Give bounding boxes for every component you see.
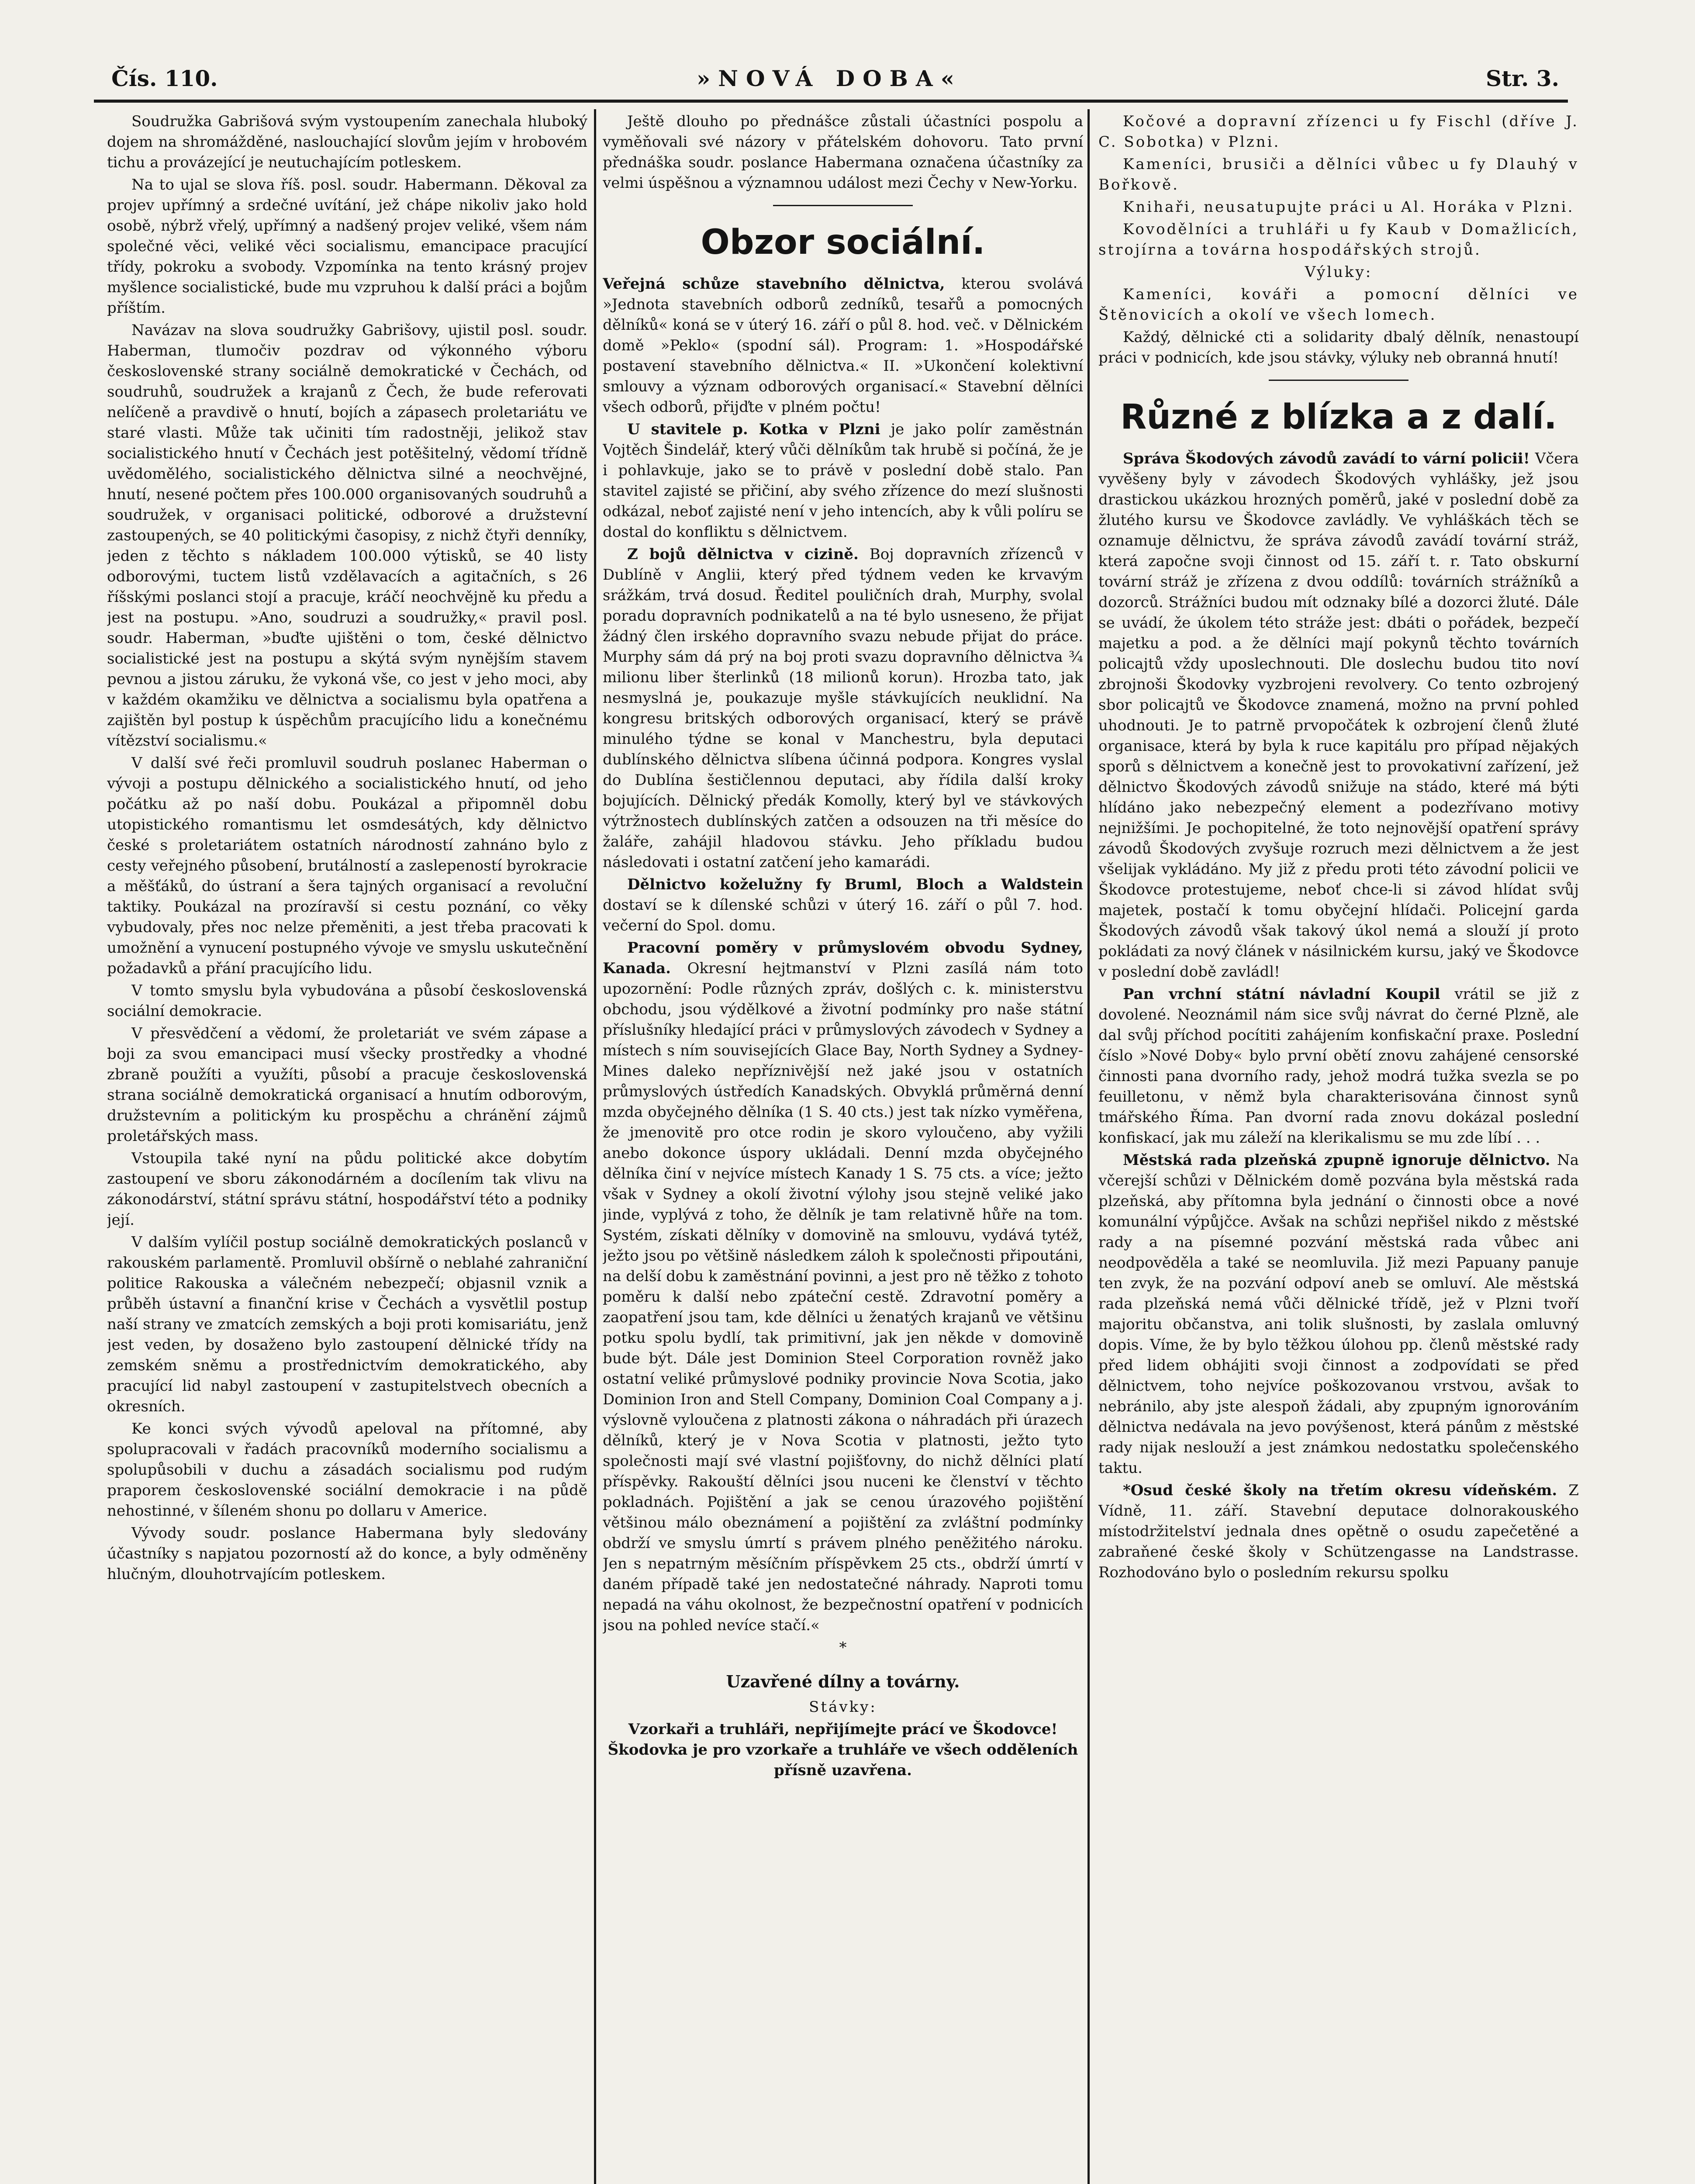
article-text: Na včerejší schůzi v Dělnickém domě pozvána byla městská rada plzeňská, aby přítomna byla jednání o činnosti obce a nové komunální výpůjčce. Avšak na schůzi nepřišel nikdo z městské rady a na písemné pozvání městská rada vůbec ani neodpověděla a také se neomluvila. Již mezi Papuany panuje ten zvyk, že na pozvání odpoví aneb se omluví. Ale městská rada plzeňská nemá vůči dělnické třídě, jež v Plzni tvoří majoritu občanstva, ani tolik slušnosti, by zaslala omluvný dopis. Víme, že by bylo těžkou úlohou pp. členů městské rady před lidem obhájiti svoji činnost a zodpovídati se před dělnictvem, toho nejvíce poškozovanou vrstvou, avšak to nebránilo, aby jste alespoň žádali, aby zpupným ignorováním dělnictva nedávala na jevo povýšenost, která pánům z městské rady nijak neslouží a jest známkou nedostatku společenského taktu. (1098, 1151, 1579, 1477)
article-lead: Dělnictvo koželužny fy Bruml, Bloch a Waldstein (627, 876, 1083, 893)
column-divider-2 (1087, 109, 1090, 2184)
article (603, 274, 1083, 418)
article (1098, 1480, 1579, 1583)
section-title-misc: Různé z blízka a z dalí. (1120, 397, 1557, 437)
column-divider-1 (594, 109, 596, 2184)
paragraph: Soudružka Gabrišová svým vystoupením zanechala hluboký dojem na shromážděné, naslouchající slovům jejím v hrobovém tichu a provázející je neutuchajícím potleskem. (107, 113, 587, 171)
strike-item: Kočové a dopravní zřízenci u fy Fischl (dříve J. C. Sobotka) v Plzni. (1098, 113, 1579, 151)
article-text: Boj dopravních zřízenců v Dublíně v Anglii, který před týdnem veden ke krvavým srážkám, trvá dosud. Ředitel pouličních drah, Murphy, svolal poradu dopravních podnikatelů a na té bylo usneseno, že přijat žádný člen irského dopravního svazu nebude přijat do práce. Murphy sám dá prý na boj proti svazu dopravního dělnictva ¾ milionu liber šterlinků (18 milionů korun). Hrozba tato, jak nesmyslná je, poukazuje myšle stávkujících neuklidní. Na kongresu britských odborových organisací, který se právě minulého týdne se konal v Manchestru, byla deputaci dublínského dělnictva slíbena účinná podpora. Kongres vyslal do Dublína šestičlennou deputaci, aby řídila další kroky bojujících. Dělnický předák Komolly, který byl ve stávkových výtržnostech dublínských zatčen a odsouzen na tři měsíce do žaláře, zahájil hladovou stávku. Jeho příkladu budou následovati i ostatní zatčení jeho kamarádi. (603, 546, 1083, 871)
section-rule (1269, 380, 1408, 381)
article-text: kterou svolává »Jednota stavebních odborů zedníků, tesařů a pomocných dělníků« koná se v úterý 16. září o půl 8. hod. več. v Dělnickém domě »Peklo« (spodní sál). Program: 1. »Hospodářské postavení stavebního dělnictva.« II. »Ukončení kolektivní smlouvy a význam odborových organisací.« Stavební dělníci všech odborů, přijďte v plném počtu! (603, 275, 1083, 416)
paragraph: V přesvědčení a vědomí, že proletariát ve svém zápase a boji za svou emancipaci musí všecky prostředky a vhodné zbraně použíti a využíti, působí a pracuje československá strana sociálně demokratická organisací a hnutím odborovým, družstevním a politickým ku prospěchu a chránění zájmů proletářských mass. (107, 1025, 587, 1145)
paragraph: V další své řeči promluvil soudruh poslanec Haberman o vývoji a postupu dělnického a socialistického hnutí, od jeho počátku až po naší dobu. Poukázal a připomněl dobu utopistického romantismu let osmdesátých, kdy dělnictvo české s proletariátem ostatních národností zahnáno bylo z cesty veřejného působení, brutálností a zaslepeností byrokracie a měšťáků, do ústraní a šera tajných organisací a revoluční taktiky. Poukázal na prozíravší si cestu poznání, co věky vybudovaly, přes noc nelze přeměniti, a jest třeba pracovati k umožnění a vynucení postupného vývoje ve smyslu uskutečnění požadavků a přání pracujícího lidu. (107, 754, 587, 977)
paragraph: Navázav na slova soudružky Gabrišovy, ujistil posl. soudr. Haberman, tlumočiv pozdrav od výkonného výboru československé strany sociálně demokratické v Čechách, od soudruhů, soudružek a krajanů z Čech, že bude referovati nelíčeně a pravdivě o hnutí, bojích a zápasech proletariátu ve staré vlasti. Může tak učiniti tím radostněji, jelikož stav socialistického hnutí v Čechách jest potěšitelný, vědomí třídně uvědomělého, socialistického dělnictva silné a neochvějné, hnutí, nesené počtem přes 100.000 organisovaných soudruhů a soudružek, v organisaci politické, odborové a družstevní zastoupených, se 40 politickými časopisy, z nichž čtyři denníky, jeden z těchto s nákladem 100.000 výtisků, se 40 listy odborovými, tuctem listů vzdělavacích a agitačních, s 26 říšskými poslanci stojí a pracuje, kráčí neochvějně ku předu a jest na postupu. »Ano, soudruzi a soudružky,« pravil posl. soudr. Haberman, »buďte ujištěni o tom, české dělnictvo socialistické jest na postupu a skýtá svým nynějším stavem pevnou a jistou záruku, že vykoná vše, co jest v jeho moci, aby v každém okamžiku ve dělnictva a socialismu byla opatřena a zajištěn byl postup k úspěchům pracujícího lidu a konečnému vítězství socialismu.« (107, 321, 587, 750)
article (603, 419, 1083, 543)
column-1 (107, 111, 587, 2184)
article-lead: Veřejná schůze stavebního dělnictva, (603, 275, 945, 293)
lockouts-text: Kameníci, kováři a pomocní dělníci ve Štěnovicích a okolí ve všech lomech. (1098, 286, 1579, 324)
solidarity-notice: Každý, dělnické cti a solidarity dbalý dělník, nenastoupí práci v podnicích, kde jsou stávky, výluky neb obranná hnutí! (1098, 328, 1579, 366)
issue-number: Čís. 110. (111, 66, 218, 91)
header-rule (94, 100, 1568, 103)
article-text: dostaví se k dílenské schůzi v úterý 16. září o půl 7. hod. večerní do Spol. domu. (603, 896, 1083, 934)
article-lead: *Osud české školy na třetím okresu vídeňském. (1123, 1482, 1557, 1499)
newspaper-title: »NOVÁ DOBA« (697, 66, 962, 91)
lockouts-label: Výluky: (1305, 263, 1373, 281)
strikes-label: Stávky: (809, 1698, 877, 1716)
paragraph: V dalším vylíčil postup sociálně demokratických poslanců v rakouském parlamentě. Promluvil obšírně o neblahé zahraniční politice Rakouska a válečném nebezpečí; objasnil vznik a průběh ústavní a finanční krise v Čechách a vysvětlil postup naší strany ve zmatcích zemských a boji proti komisariátu, jenž jest veden, by dosaženo bylo zastoupení dělnické třídy na zemském sněmu a prostřednictvím demokratického, aby pracující lid nabyl zastoupení v zastupitelstvech obecních a okresních. (107, 1234, 587, 1415)
strike-item: Knihaři, neusatupujte práci u Al. Horáka v Plzni. (1123, 198, 1574, 216)
strike-item: Kameníci, brusiči a dělníci vůbec u fy Dlauhý v Bořkově. (1098, 156, 1579, 194)
article-lead: Správa Škodových závodů zavádí to vární policii! (1123, 450, 1530, 467)
closed-shops-title: Uzavřené dílny a továrny. (726, 1672, 960, 1691)
separator-star: * (839, 1639, 847, 1656)
strike-item: Kovodělníci a truhláři u fy Kaub v Domažlicích, strojírna a továrna hospodářských strojů. (1098, 221, 1579, 259)
article (603, 544, 1083, 873)
section-rule (773, 205, 913, 206)
article (603, 938, 1083, 1636)
article-text: je jako polír zaměstnán Vojtěch Šindelář, který vůči dělníkům tak hrubě si počíná, že je i pohlavkuje, jako se to právě v poslední době stalo. Pan stavitel zajisté se přičiní, aby svého zřízence do mezí slušnosti odkázal, neboť zajisté není v jeho intencích, aby k vůli políru se dostal do konfliktu s dělnictvem. (603, 421, 1083, 541)
article-text: vrátil se již z dovolené. Neoznámil nám sice svůj návrat do černé Plzně, ale dal svůj příchod pocítiti zahájením konfiskační praxe. Poslední číslo »Nové Doby« bylo první obětí znovu zahájené censorské činnosti pana dvorního rady, jehož modrá tužka svezla se po feuilletonu, v němž byla charakterisována činnost synů tmářského Říma. Pan dvorní rada znovu dokázal poslední konfiskací, jak mu záleží na klerikalismu se mu zde líbí . . . (1098, 985, 1579, 1147)
paragraph: Ke konci svých vývodů apeloval na přítomné, aby spolupracovali v řadách pracovníků moderního socialismu a spolupůsobili v duchu a zásadách socialismu pod rudým praporem československé sociální demokracie i na půdě nehostinné, v šíleném shonu po dollaru v Americe. (107, 1420, 587, 1520)
article-text: Včera vyvěšeny byly v závodech Škodových vyhlášky, jež jsou drastickou ukázkou hrozných poměrů, jaké v poslední době za žlutého kursu ve Škodovce zavládly. Ve vyhláškách těch se oznamuje dělnictvu, že správa závodů zavádí tovární stráž, která započne svoji činnost od 15. září t. r. Tato obskurní tovární stráž je zřízena z dvou oddílů: továrních strážníků a dozorců. Strážníci budou mít odznaky bílé a dozorci žluté. Dále se uvádí, že úkolem této stráže jest: dbáti o pořádek, bezpečí majetku a pod. a že dělníci mají pokynů těchto továrních policajtů vždy uposlechnouti. Dle doslechu budou tito noví zbrojnoši Škodovky vyzbrojeni revolvery. Co tento ozbrojený sbor policajtů ve Škodovce znamená, možno na první pohled uhodnouti. Je to patrně prvopočátek k ozbrojení členů žluté organisace, která by byla k ruce kapitálu pro případ nějakých sporů s dělnictvem a konečně jest to provokativní zařízení, jež dělnictvo Škodových závodů snižuje na stádo, které má býti hlídáno jako nebezpečný element a podezřívano motivy nejnižšími. Je pochopitelné, že toto nejnovější opatření správy závodů Škodových zvyšuje rozruch mezi dělnictvem a že jest všelijak vykládáno. My již z předu proti této závodní policii ve Škodovce protestujeme, neboť chce-li si závod hlídat svůj majetek, postačí k tomu obyčejní hlídači. Policejní garda Škodových závodů však takový úkol nemá a slouží jí proto pokládati za nový článek v násilnickém kursu, jaký ve Škodovce v poslední době zavládl! (1098, 450, 1579, 981)
column-3 (1098, 111, 1579, 2184)
closed-notice: Vzorkaři a truhláři, nepřijímejte prácí ve Škodovce! Škodovka je pro vzorkaře a truhláře ve všech odděleních přísně uzavřena. (608, 1721, 1078, 1779)
article-lead: U stavitele p. Kotka v Plzni (627, 421, 880, 438)
column-2 (603, 111, 1083, 2184)
article-text: Z Vídně, 11. září. Stavební deputace dolnorakouského místodržitelství jednala dnes opětně o osudu zapečetěné a zabraňené české školy v Schützengasse na Landstrasse. Rozhodováno bylo o posledním rekursu spolku (1098, 1482, 1579, 1581)
paragraph: V tomto smyslu byla vybudována a působí československá sociální demokracie. (107, 982, 587, 1020)
article (1098, 1150, 1579, 1479)
article (1098, 449, 1579, 982)
article-lead: Pan vrchní státní návladní Koupil (1123, 985, 1440, 1003)
article-text: Okresní hejtmanství v Plzni zasílá nám toto upozornění: Podle různých zpráv, došlých c. k. ministerstvu obchodu, jsou výdělkové a životní podmínky pro naše státní příslušníky hledající práci v průmyslových závodech v Sydney a místech s ním souvisejících Glace Bay, North Sydney a Sydney-Mines daleko nepříznivější než jaké jsou v ostatních průmyslových ústředích Kanadských. Obvyklá průměrná denní mzda obyčejného dělníka (1 S. 40 cts.) jest tak nízko vyměřena, že jmenovitě pro otce rodin je skoro vyloučeno, aby vyžili anebo dokonce úspory ukládali. Denní mzda obyčejného dělníka činí v nejvíce místech Kanady 1 S. 75 cts. a více; ježto však v Sydney a okolí životní výlohy jsou stejně veliké jako jinde, vyplývá z toho, že dělník je tam relativně hůře na tom. Systém, získati dělníky v domovině na smlouvu, vydává tytéž, ježto jsou po většině následkem záloh k společnosti připoutáni, na delší dobu k zaměstnání povinni, a jest pro ně těžko z tohoto poměru k další nebo zpáteční cestě. Zdravotní poměry a zaopatření jsou tam, kde dělníci u ženatých krajanů ve většinu potku spolu bydlí, tak primitivní, jak jen někde v domovině bude být. Dále jest Dominion Steel Corporation rovněž jako ostatní veliké průmyslové podniky provincie Nova Scotia, jako Dominion Iron and Stell Company, Dominion Coal Company a j. výslovně vyloučena z platnosti zákona o náhradách při úrazech dělníků, který je v Nova Scotia v platnosti, ježto tyto společnosti mají své vlastní pojišťovny, do nichž dělníci platí příspěvky. Rakouští dělníci jsou nuceni ke členství v těchto pokladnách. Pojištění a jak se cenou úrazového pojištění většinou málo obeznámení a pojištění za zvláštní podmínky obdrží ve smyslu úmrtí s právem plného peněžitého nároku. Jen s nepatrným měsíčním příspěvkem 25 cts., obdrží úmrtí v daném případě také jen nedostatečné náhrady. Naproti tomu nepadá na váhu okolnost, že bezpečnostní opatření v podnicích jsou na pohled nevíce stačí.« (603, 960, 1083, 1634)
paragraph: Vstoupila také nyní na půdu politické akce dobytím zastoupení ve sboru zákonodárném a docílením tak vlivu na zákonodárství, státní správu státní, hospodářství této a podniky její. (107, 1150, 587, 1229)
section-title-social: Obzor sociální. (701, 223, 985, 262)
paragraph: Vývody soudr. poslance Habermana byly sledovány účastníky s napjatou pozorností až do konce, a byly odměněny hlučným, dlouhotrvajícím potleskem. (107, 1524, 587, 1583)
article-lead: Městská rada plzeňská zpupně ignoruje dělnictvo. (1123, 1151, 1550, 1169)
article (1098, 984, 1579, 1148)
page-header (94, 57, 1568, 96)
article-lead: Pracovní poměry v průmyslovém obvodu Sydney, Kanada. (603, 939, 1083, 977)
paragraph: Na to ujal se slova říš. posl. soudr. Habermann. Děkoval za projev upřímný a srdečné uvítání, jež chápe nikoliv jako hold osobě, nýbrž vřelý, upřímný a nadšený projev veliké, všem nám společné věci, veliké věci socialismu, emancipace pracující třídy, pokroku a svobody. Vzpomínka na tento krásný projev myšlence socialistické, bude mu vzpruhou k další práci a bojům příštím. (107, 176, 587, 317)
page-number: Str. 3. (1486, 66, 1559, 91)
article-lead: Z bojů dělnictva v cizině. (627, 546, 859, 563)
article (603, 874, 1083, 936)
paragraph: Ještě dlouho po přednášce zůstali účastníci pospolu a vyměňovali své názory v přátelském dohovoru. Tato první přednáška soudr. poslance Habermana označena účastníky za velmi úspěšnou a významnou událost mezi Čechy v New-Yorku. (603, 113, 1083, 192)
